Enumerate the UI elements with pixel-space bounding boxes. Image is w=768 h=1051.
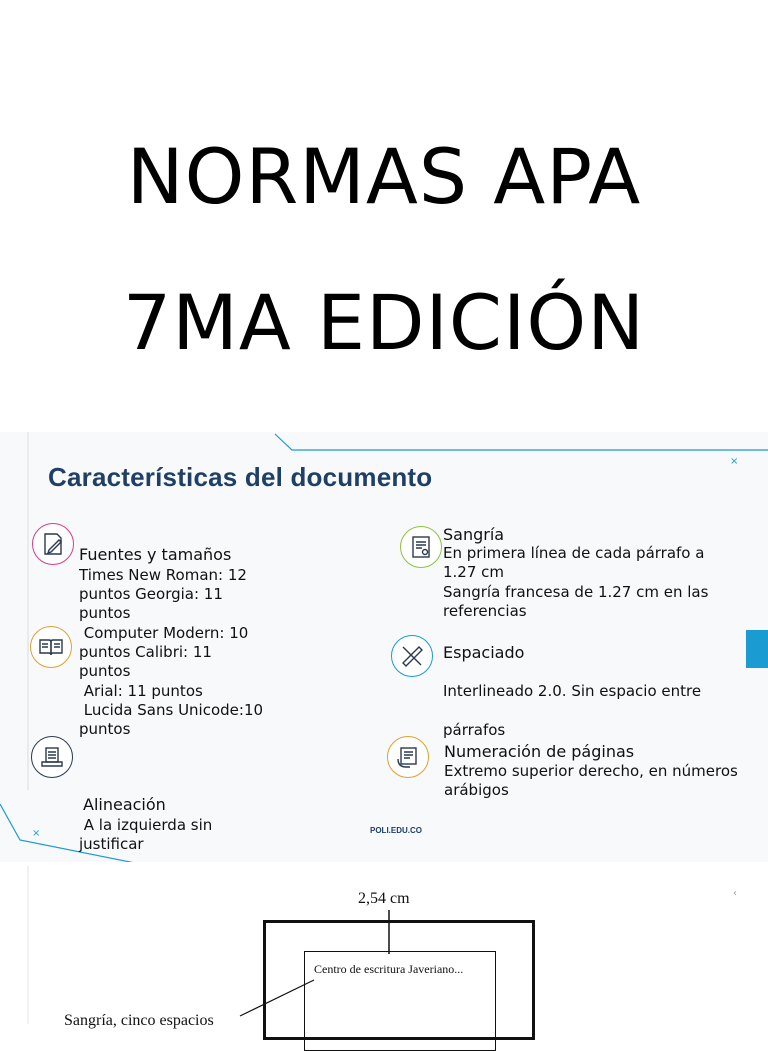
close-icon[interactable]: ‹ [733,888,737,899]
numeracion-line: arábigos [444,781,509,799]
numeracion-line: Extremo superior derecho, en números [444,762,738,780]
fonts-line: Arial: 11 puntos [79,682,203,700]
sangria-label: Sangría, cinco espacios [64,1012,214,1029]
align-heading: Alineación [83,795,166,814]
sample-text: Centro de escritura Javeriano... [314,962,464,976]
fonts-line: Computer Modern: 10 [79,624,249,642]
sangria-line: En primera línea de cada párrafo a [443,544,705,562]
align-line: justificar [79,835,144,853]
page-format-diagram [0,862,768,1029]
slide-panel [0,432,768,862]
fonts-line: Lucida Sans Unicode:10 [79,701,264,719]
espaciado-heading: Espaciado [443,643,525,662]
fonts-line: puntos Calibri: 11 [79,643,212,661]
book-reader-icon [31,736,73,778]
sangria-line: Sangría francesa de 1.27 cm en las [443,583,709,601]
align-line: A la izquierda sin [79,816,213,834]
espaciado-line: párrafos [443,721,506,739]
side-tab[interactable] [746,630,768,668]
sangria-heading: Sangría [443,525,505,544]
title-line-1: NORMAS APA [126,132,642,221]
sangria-line: referencias [443,602,527,620]
fonts-heading: Fuentes y tamaños [79,545,232,564]
close-icon[interactable]: × [32,828,41,839]
slide-heading: Características del documento [48,462,433,492]
margin-measure: 2,54 cm [358,890,410,907]
title-line-2: 7MA EDICIÓN [122,278,646,367]
fonts-line: puntos [79,604,131,622]
espaciado-line: Interlineado 2.0. Sin espacio entre [443,682,702,700]
open-book-icon [30,626,72,668]
fonts-line: puntos [79,720,131,738]
close-icon[interactable]: × [730,456,739,467]
edit-pencil-icon [32,523,74,565]
newspaper-hand-icon [387,736,429,778]
ruler-pencil-icon [391,635,433,677]
fonts-line: puntos Georgia: 11 [79,585,223,603]
certificate-document-icon [400,526,442,568]
numeracion-heading: Numeración de páginas [444,742,635,761]
sangria-line: 1.27 cm [443,563,505,581]
footer-url: POLI.EDU.CO [370,826,423,835]
fonts-line: puntos [79,662,131,680]
fonts-line: Times New Roman: 12 [79,566,247,584]
